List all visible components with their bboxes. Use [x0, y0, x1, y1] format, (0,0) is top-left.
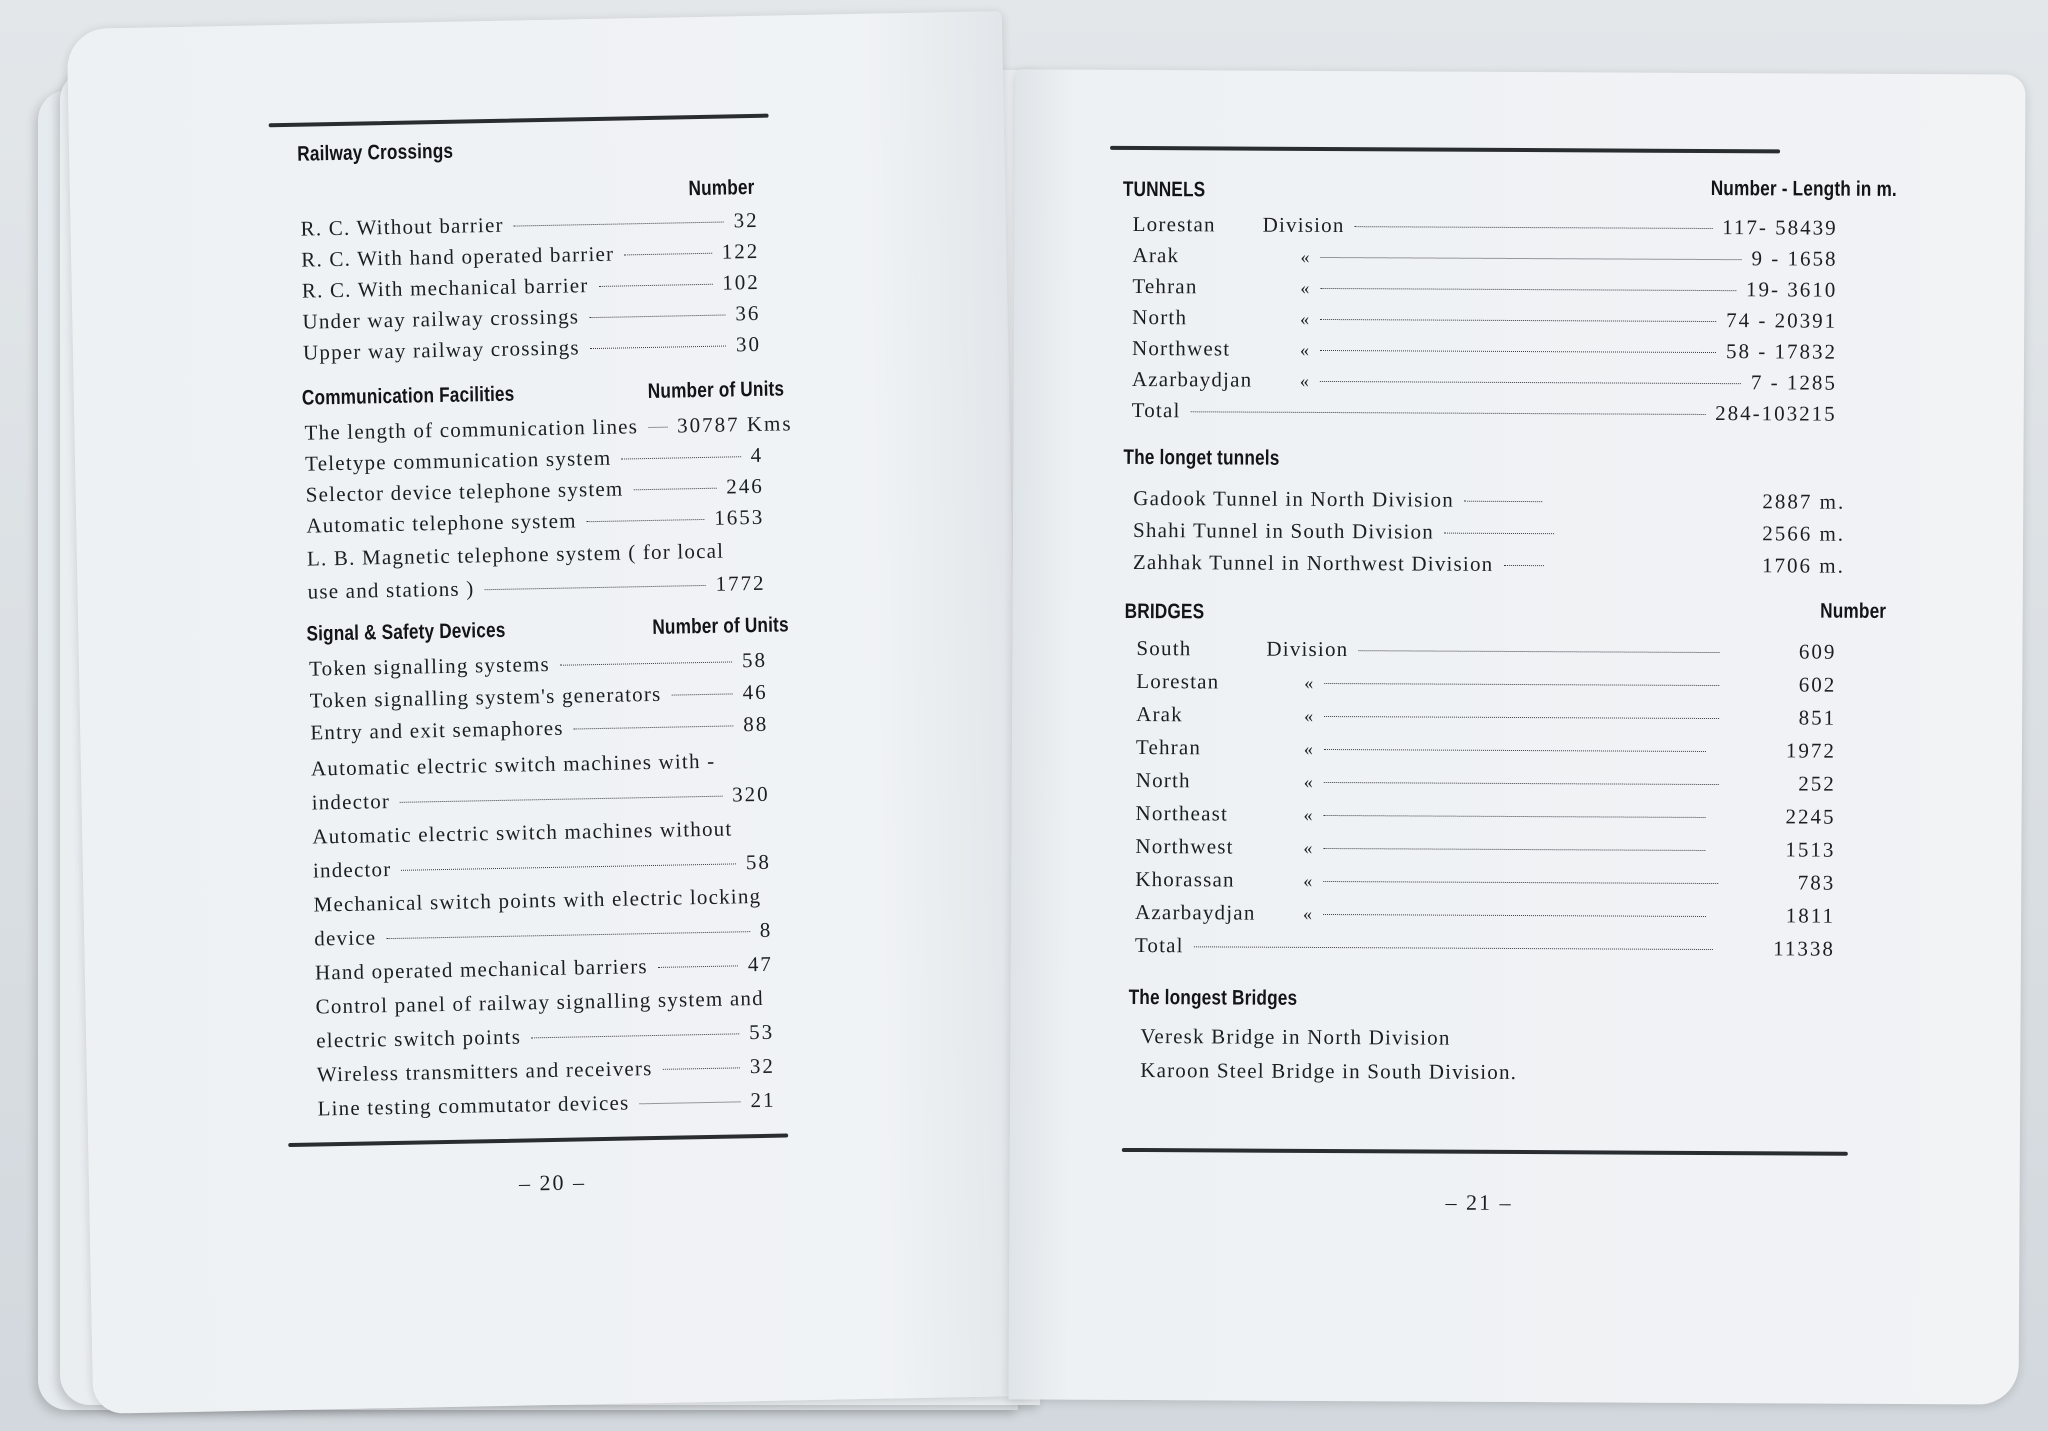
row-label: Azarbaydjan	[1131, 366, 1253, 392]
table-row	[1136, 768, 1836, 797]
section-title-signal-safety: Signal & Safety Devices	[306, 618, 506, 646]
row-value: 284-103215	[1715, 401, 1837, 426]
row-label: Total	[1134, 933, 1184, 958]
table-row	[311, 782, 769, 816]
row-label: Automatic telephone system	[306, 508, 577, 538]
row-value: 88	[743, 711, 769, 737]
column-head-number-of-units: Number of Units	[651, 613, 789, 639]
row-value: 47	[747, 951, 774, 977]
row-label: indector	[311, 789, 391, 815]
ditto-mark: «	[1303, 837, 1314, 858]
row-label: Token signalling system's generators	[309, 681, 662, 713]
leader-dots	[574, 725, 734, 729]
table-row	[305, 443, 763, 477]
table-row	[1133, 550, 1845, 579]
leader-dots	[484, 585, 705, 590]
table-row	[304, 411, 792, 445]
table-row	[1133, 518, 1845, 547]
section-title-longest-tunnels: The longet tunnels	[1123, 445, 1280, 470]
row-label: North	[1135, 768, 1191, 793]
row-value: 1513	[1785, 837, 1836, 862]
row-value: 30787 Kms	[676, 411, 793, 438]
row-value: 320	[731, 781, 770, 807]
row-value: 74 - 20391	[1726, 308, 1838, 333]
row-label: South	[1136, 636, 1192, 661]
row-value: 1772	[715, 570, 766, 596]
row-label: Hand operated mechanical barriers	[314, 954, 648, 985]
row-value: 2245	[1785, 804, 1836, 829]
row-value: 58 - 17832	[1725, 339, 1838, 364]
division-label: Division	[1262, 212, 1345, 238]
leader-dots	[1324, 716, 1718, 719]
row-label: Tehran	[1132, 273, 1198, 299]
leader-dots	[648, 427, 667, 428]
row-value: 102	[722, 269, 761, 295]
row-label: Khorassan	[1135, 867, 1235, 892]
table-row	[1135, 867, 1835, 896]
table-row	[1133, 486, 1845, 515]
leader-dots	[401, 863, 736, 870]
column-head-number: Number	[1820, 599, 1887, 623]
ditto-mark: «	[1303, 771, 1315, 792]
longest-bridge-line: Veresk Bridge in North Division	[1140, 1024, 1451, 1050]
row-label: R. C. With hand operated barrier	[301, 241, 615, 272]
row-label: Wireless transmitters and receivers	[316, 1056, 653, 1087]
section-title-bridges: BRIDGES	[1124, 599, 1205, 624]
leader-dots	[624, 253, 712, 256]
leader-dots	[1323, 881, 1717, 884]
row-value: 1811	[1785, 903, 1836, 928]
ditto-mark: «	[1303, 804, 1314, 825]
ditto-mark: «	[1304, 672, 1315, 693]
table-row	[314, 918, 772, 952]
table-row	[1132, 367, 1837, 396]
table-row	[316, 1020, 774, 1054]
table-row	[317, 1088, 775, 1122]
leader-dots	[531, 1033, 739, 1038]
row-value: 58	[745, 849, 772, 875]
section-title-tunnels: TUNNELS	[1122, 177, 1206, 202]
row-value: 21	[750, 1087, 776, 1113]
table-row-total	[1135, 933, 1835, 962]
row-label: Line testing commutator devices	[317, 1090, 630, 1121]
leader-dots	[1324, 782, 1718, 785]
leader-dots	[671, 693, 732, 695]
table-row	[317, 1054, 775, 1088]
leader-dots	[1358, 650, 1719, 653]
leader-dots	[1194, 946, 1713, 950]
row-label: Selector device telephone system	[305, 476, 624, 507]
leader-dots	[1324, 749, 1706, 752]
top-rule	[1110, 146, 1780, 154]
leader-dots	[1324, 815, 1706, 818]
row-value: 2566 m.	[1762, 521, 1846, 546]
leader-dots	[639, 1101, 740, 1104]
table-row	[1136, 702, 1836, 731]
row-label: Upper way railway crossings	[302, 335, 580, 365]
leader-dots	[1320, 319, 1716, 322]
row-value: 30	[735, 331, 762, 357]
row-value: 8	[759, 917, 773, 942]
table-row	[306, 505, 764, 539]
leader-dots	[1323, 914, 1706, 917]
row-value: 7 - 1285	[1750, 370, 1837, 395]
row-value: 36	[735, 300, 761, 326]
leader-dots	[1444, 533, 1554, 535]
section-title-communication: Communication Facilities	[301, 382, 515, 410]
row-label: Arak	[1132, 242, 1180, 268]
left-page	[67, 11, 1028, 1414]
ditto-mark: «	[1300, 308, 1311, 329]
table-row	[1132, 274, 1837, 303]
ditto-mark: «	[1304, 705, 1315, 726]
table-row	[302, 270, 760, 304]
row-value: 2887 m.	[1762, 489, 1846, 514]
column-head-number-of-units: Number of Units	[647, 377, 785, 404]
row-label-line1: Automatic electric switch machines with -	[310, 748, 716, 781]
row-value: 1706 m.	[1761, 553, 1845, 578]
row-label: device	[314, 925, 377, 951]
leader-dots	[587, 519, 705, 522]
row-value: 9 - 1658	[1751, 246, 1838, 271]
row-label: Arak	[1136, 702, 1183, 727]
leader-dots	[560, 661, 732, 665]
table-row	[302, 301, 760, 335]
leader-dots	[1324, 848, 1706, 851]
ditto-mark: «	[1299, 370, 1311, 391]
row-label: Entry and exit semaphores	[310, 715, 564, 745]
row-value: 11338	[1773, 936, 1835, 961]
leader-dots	[1321, 257, 1742, 260]
row-value: 851	[1798, 705, 1837, 730]
row-label: use and stations )	[307, 576, 475, 604]
leader-dots	[658, 965, 738, 968]
longest-bridge-line: Karoon Steel Bridge in South Division.	[1140, 1058, 1518, 1085]
row-value: 53	[748, 1019, 775, 1045]
leader-dots	[386, 931, 749, 939]
table-row	[1135, 834, 1835, 863]
row-label: R. C. With mechanical barrier	[301, 273, 589, 303]
page-number: – 20 –	[518, 1169, 587, 1196]
table-row	[1132, 305, 1837, 334]
leader-dots	[1503, 565, 1543, 566]
row-value: 122	[721, 238, 760, 264]
row-value: 246	[725, 473, 764, 499]
row-label: Northwest	[1135, 834, 1234, 859]
table-row	[1133, 212, 1838, 241]
leader-dots	[590, 346, 726, 350]
leader-dots	[1324, 683, 1718, 686]
leader-dots	[1191, 411, 1706, 415]
table-row	[313, 850, 771, 884]
table-row	[1136, 801, 1836, 830]
row-label: Gadook Tunnel in North Division	[1133, 485, 1455, 512]
top-rule	[269, 114, 769, 128]
leader-dots	[1320, 381, 1741, 384]
leader-dots	[598, 284, 712, 287]
row-label: Northwest	[1131, 335, 1231, 361]
table-row	[1136, 669, 1836, 698]
table-row	[307, 571, 765, 605]
row-value: 19- 3610	[1746, 277, 1838, 302]
leader-dots	[1320, 350, 1716, 353]
row-value: 58	[741, 647, 768, 673]
table-row	[1136, 636, 1836, 665]
table-row	[300, 208, 758, 242]
row-label: Under way railway crossings	[302, 304, 580, 334]
row-label: Teletype communication system	[304, 445, 612, 476]
column-head-number-length: Number - Length in m.	[1710, 177, 1897, 201]
row-label: Lorestan	[1132, 211, 1216, 237]
leader-dots	[633, 488, 716, 491]
leader-dots	[589, 315, 725, 319]
row-label-line1: Automatic electric switch machines without	[312, 816, 733, 849]
ditto-mark: «	[1300, 277, 1311, 298]
row-label: indector	[312, 857, 392, 883]
table-row	[310, 712, 768, 746]
leader-dots	[1355, 226, 1713, 229]
table-row	[309, 680, 767, 714]
column-head-number: Number	[688, 175, 756, 201]
row-label: Zahhak Tunnel in Northwest Division	[1132, 549, 1494, 576]
table-row	[303, 332, 761, 366]
ditto-mark: «	[1300, 246, 1311, 267]
table-row	[1136, 735, 1836, 764]
row-value: 32	[733, 207, 759, 233]
leader-dots	[400, 796, 722, 803]
row-value: 1972	[1785, 738, 1836, 763]
bottom-rule	[288, 1133, 788, 1147]
table-row-total	[1132, 398, 1837, 427]
row-value: 609	[1798, 639, 1837, 664]
leader-dots	[662, 1067, 739, 1069]
ditto-mark: «	[1299, 339, 1311, 360]
row-label: The length of communication lines	[304, 414, 639, 445]
leader-dots	[1321, 288, 1737, 291]
table-row	[1135, 900, 1835, 929]
row-label-line1: Mechanical switch points with electric locking	[313, 883, 762, 917]
row-value: 117- 58439	[1722, 215, 1838, 240]
ditto-mark: «	[1303, 903, 1314, 924]
row-label-line1: Control panel of railway signalling system and	[315, 985, 765, 1019]
bottom-rule	[1122, 1148, 1848, 1156]
table-row	[315, 952, 773, 986]
row-label: R. C. Without barrier	[300, 212, 504, 241]
section-title-railway-crossings: Railway Crossings	[297, 139, 454, 166]
table-row	[1132, 336, 1837, 365]
row-label-line1: L. B. Magnetic telephone system ( for local	[306, 538, 725, 571]
row-label: North	[1132, 304, 1188, 330]
row-label: Northeast	[1135, 801, 1229, 826]
ditto-mark: «	[1303, 738, 1315, 759]
leader-dots	[1464, 501, 1542, 502]
row-label: Lorestan	[1136, 669, 1220, 694]
section-title-longest-bridges: The longest Bridges	[1128, 985, 1298, 1010]
leader-dots	[514, 222, 724, 227]
division-label: Division	[1266, 636, 1349, 662]
row-label: Azarbaydjan	[1135, 900, 1256, 925]
row-value: 1653	[714, 504, 765, 530]
page-number: – 21 –	[1445, 1189, 1513, 1215]
row-value: 602	[1798, 672, 1837, 697]
row-value: 252	[1798, 771, 1836, 796]
ditto-mark: «	[1303, 870, 1314, 891]
row-value: 32	[749, 1053, 776, 1079]
row-label: Token signalling systems	[308, 651, 551, 681]
right-page	[1009, 69, 2026, 1404]
row-value: 46	[742, 679, 768, 705]
row-label: electric switch points	[316, 1024, 522, 1053]
row-value: 4	[750, 442, 764, 468]
row-label: Shahi Tunnel in South Division	[1133, 517, 1435, 544]
row-value: 783	[1797, 870, 1836, 895]
table-row	[309, 648, 767, 682]
table-row	[301, 239, 759, 273]
table-row	[1132, 243, 1837, 272]
row-label: Total	[1131, 397, 1181, 423]
table-row	[306, 474, 764, 508]
leader-dots	[621, 456, 740, 459]
row-label: Tehran	[1135, 735, 1202, 760]
